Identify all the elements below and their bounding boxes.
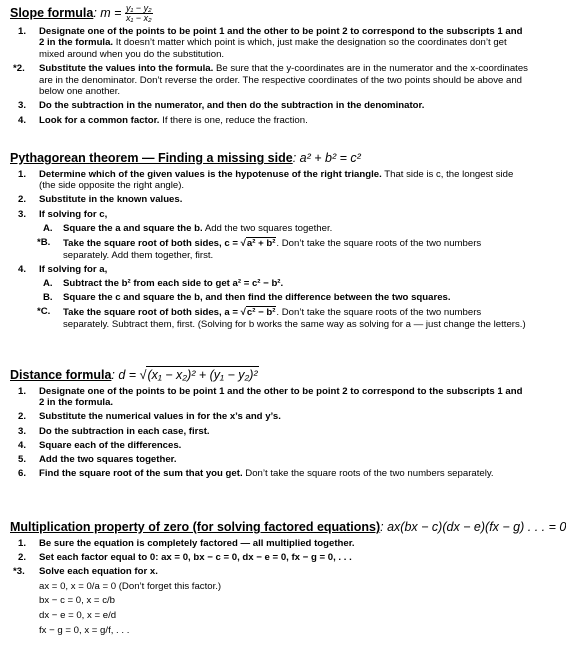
distance-formula-radicand: (x₁ − x₂)² + (y₁ − y₂)² bbox=[147, 368, 258, 382]
step-number: 3. bbox=[18, 100, 27, 112]
step-bold-text: Designate one of the points to be point 1 and the other to be point 2 to correspond to the subscripts 1 and 2 in the formula. bbox=[39, 385, 523, 409]
distance-section bbox=[10, 366, 530, 480]
step-number: 3. bbox=[18, 425, 27, 437]
substep-letter: B. bbox=[43, 292, 53, 304]
distance-title-line bbox=[10, 366, 530, 383]
substep-letter: A. bbox=[43, 277, 53, 289]
step-bold-text: Add the two squares together. bbox=[39, 453, 177, 465]
pythagorean-title-line bbox=[10, 150, 530, 166]
solution-line: ax = 0, x = 0/a = 0 (Don’t forget this factor.) bbox=[39, 580, 222, 592]
step-number: 3. bbox=[18, 208, 27, 220]
pythagorean-title: Pythagorean theorem — Finding a missing side bbox=[10, 151, 293, 165]
step-number: 5. bbox=[18, 453, 27, 465]
substep-text: . Don’t take the square roots of the two numbers separately. Subtract them, first. (Solving for b works the same way as solving for a — just change the letters.) bbox=[63, 307, 526, 330]
distance-step bbox=[10, 440, 530, 452]
step-bold-text: Square each of the differences. bbox=[39, 439, 182, 451]
slope-section bbox=[10, 4, 530, 126]
step-bold-text: Find the square root of the sum that you get. bbox=[39, 468, 243, 480]
solution-line: fx − g = 0, x = g/f, . . . bbox=[39, 624, 130, 636]
step-text: It doesn’t matter which point is which, just make the designation so the coordinates don’t get mixed around when you do the substitution. bbox=[39, 37, 507, 60]
step-number: 1. bbox=[18, 537, 27, 549]
step-number: 4. bbox=[18, 263, 27, 275]
multiplication-zero-title: Multiplication property of zero (for solving factored equations) bbox=[10, 520, 381, 534]
pythagorean-substep: *B. Take the square root of both sides, c = √a² + b². Don’t take the square roots of the two numbers separately. Add them together, first. bbox=[37, 236, 482, 261]
multiplication-zero-step bbox=[10, 538, 530, 550]
pythagorean-step bbox=[10, 264, 530, 276]
step-number: 1. bbox=[18, 168, 27, 180]
step-text: Be sure that the y-coordinates are in the numerator and the x-coordinates are in the denominator. Don’t reverse the order. The respective coordinates of the two points should be above and below one another. bbox=[39, 62, 528, 98]
step-number: 4. bbox=[18, 439, 27, 451]
step-bold-text: Solve each equation for x. bbox=[39, 565, 158, 577]
pythagorean-step bbox=[10, 209, 530, 221]
slope-step bbox=[10, 63, 530, 98]
slope-title: Slope formula bbox=[10, 5, 94, 20]
distance-formula-lhs: : d = bbox=[111, 368, 137, 382]
multiplication-zero-step bbox=[10, 552, 530, 564]
distance-step bbox=[10, 426, 530, 438]
step-bold-text: Do the subtraction in the numerator, and then do the subtraction in the denominator. bbox=[39, 100, 425, 112]
step-number: 2. bbox=[18, 551, 27, 563]
substep-text: . Don’t take the square roots of the two numbers separately. Add them together, first. bbox=[63, 237, 482, 261]
pythagorean-substep: *C. Take the square root of both sides, a = √c² − b². Don’t take the square roots of the two numbers separately. Subtract them, first. (Solving for b works the same way as solving for a — just change the letters.) bbox=[37, 306, 526, 330]
step-bold-text: Look for a common factor. bbox=[39, 114, 160, 126]
substep-letter: A. bbox=[43, 222, 53, 234]
slope-step bbox=[10, 115, 530, 127]
slope-formula-denominator: x₁ − x₂ bbox=[125, 13, 152, 23]
multiplication-zero-step bbox=[10, 566, 530, 578]
step-number: *2. bbox=[13, 62, 25, 74]
multiplication-zero-formula: : ax(bx − c)(dx − e)(fx − g) . . . = 0 bbox=[380, 520, 566, 534]
distance-steps bbox=[10, 386, 530, 480]
slope-formula-numerator: y₁ − y₂ bbox=[125, 3, 152, 13]
step-bold-text: Substitute in the known values. bbox=[39, 194, 183, 206]
step-number: 2. bbox=[18, 194, 27, 206]
step-number: *3. bbox=[13, 565, 25, 577]
substep-letter: *B. bbox=[37, 236, 51, 248]
pythagorean-formula: : a² + b² = c² bbox=[292, 151, 361, 165]
step-text: If there is one, reduce the fraction. bbox=[159, 114, 308, 126]
multiplication-zero-section bbox=[10, 519, 566, 637]
multiplication-zero-steps bbox=[10, 538, 530, 578]
step-text: That side is c, the longest side (the side opposite the right angle). bbox=[39, 168, 514, 192]
distance-step bbox=[10, 386, 530, 409]
slope-step bbox=[10, 100, 530, 112]
substep-text: Add the two squares together. bbox=[202, 222, 333, 234]
distance-title: Distance formula bbox=[10, 368, 112, 382]
step-text: Don’t take the square roots of the two numbers separately. bbox=[242, 468, 494, 480]
solution-line: bx − c = 0, x = c/b bbox=[39, 595, 115, 607]
substep-bold-text: Subtract the b² from each side to get a² = c² − b². bbox=[63, 277, 284, 289]
step-number: 4. bbox=[18, 114, 27, 126]
step-bold-text: Be sure the equation is completely factored — all multiplied together. bbox=[39, 537, 355, 549]
solution-line: dx − e = 0, x = e/d bbox=[39, 610, 117, 622]
pythagorean-steps bbox=[10, 169, 530, 331]
step-number: 2. bbox=[18, 411, 27, 423]
step-bold-text: Substitute the values into the formula. bbox=[39, 62, 214, 74]
multiplication-zero-title-line bbox=[10, 519, 566, 535]
distance-step bbox=[10, 468, 530, 480]
radicand: c² − b² bbox=[246, 307, 276, 319]
slope-step bbox=[10, 26, 530, 61]
slope-formula-fraction bbox=[125, 4, 153, 23]
step-bold-text: Determine which of the given values is the hypotenuse of the right triangle. bbox=[39, 168, 382, 180]
radical-sign: √ bbox=[139, 368, 147, 382]
distance-step bbox=[10, 454, 530, 466]
step-number: 1. bbox=[18, 385, 27, 397]
substep-bold-text: Take the square root of both sides, c = bbox=[63, 237, 238, 249]
pythagorean-step bbox=[10, 169, 530, 192]
step-number: 1. bbox=[18, 25, 27, 37]
pythagorean-substep bbox=[10, 278, 530, 290]
step-bold-text: Set each factor equal to 0: ax = 0, bx − c = 0, dx − e = 0, fx − g = 0, . . . bbox=[39, 551, 352, 563]
radicand: a² + b² bbox=[246, 237, 276, 249]
pythagorean-substep bbox=[10, 292, 530, 304]
slope-title-line bbox=[10, 4, 530, 23]
step-number: 6. bbox=[18, 468, 27, 480]
substep-bold-text: Take the square root of both sides, a = bbox=[63, 307, 238, 319]
pythagorean-section bbox=[10, 150, 530, 330]
distance-step bbox=[10, 411, 530, 423]
substep-bold-text: Square the c and square the b, and then find the difference between the two squares. bbox=[63, 292, 451, 304]
substep-bold-text: Square the a and square the b. bbox=[63, 222, 203, 234]
step-bold-text: Designate one of the points to be point 1 and the other to be point 2 to correspond to the subscripts 1 and 2 in the formula. bbox=[39, 25, 523, 49]
step-bold-text: If solving for c, bbox=[39, 208, 108, 220]
pythagorean-substep bbox=[10, 223, 530, 235]
step-bold-text: Substitute the numerical values in for the x’s and y’s. bbox=[39, 411, 281, 423]
pythagorean-step bbox=[10, 194, 530, 206]
step-bold-text: Do the subtraction in each case, first. bbox=[39, 425, 210, 437]
slope-formula-lhs: : m = bbox=[93, 5, 122, 20]
step-bold-text: If solving for a, bbox=[39, 263, 108, 275]
slope-steps bbox=[10, 26, 530, 127]
substep-letter: *C. bbox=[37, 306, 51, 318]
